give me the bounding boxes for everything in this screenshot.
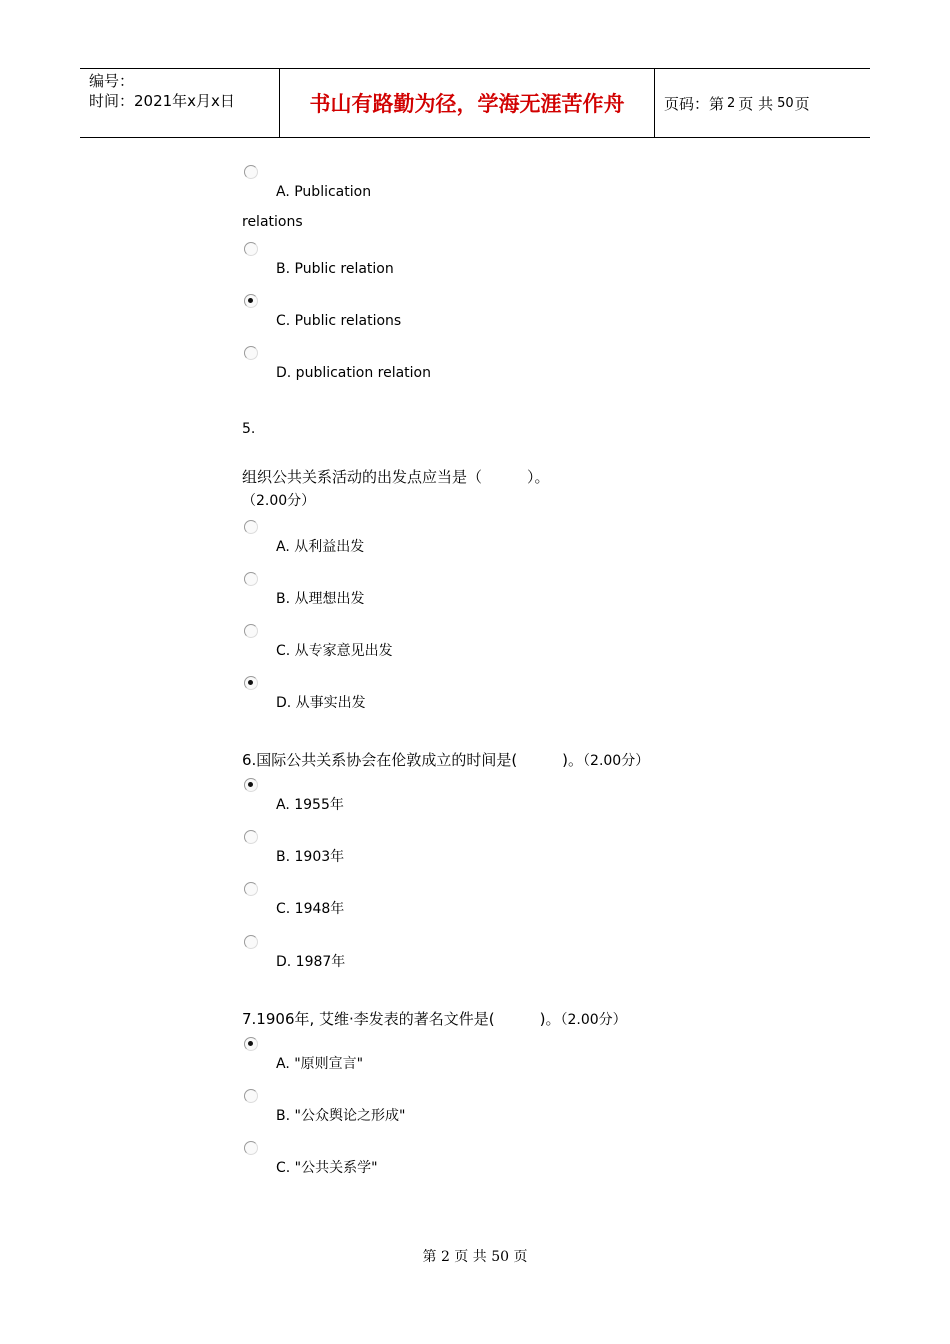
q5-option-d: D. 从事实出发 bbox=[276, 695, 366, 711]
q6-radio-b[interactable] bbox=[244, 830, 258, 844]
q5-option-a: A. 从利益出发 bbox=[276, 539, 365, 555]
q4-radio-d[interactable] bbox=[244, 346, 258, 360]
q6-option-a: A. 1955年 bbox=[276, 797, 344, 813]
q4-option-b: B. Public relation bbox=[276, 261, 394, 277]
page-label: 页码：第 bbox=[664, 94, 725, 113]
q6-score: （2.00分） bbox=[583, 753, 650, 769]
q6-question: 6.国际公共关系协会在伦敦成立的时间是( )。 bbox=[242, 751, 584, 769]
q6-option-c: C. 1948年 bbox=[276, 901, 345, 917]
page-total: 50 bbox=[777, 95, 794, 111]
q5-score: （2.00分） bbox=[242, 493, 316, 509]
header-motto: 书山有路勤为径，学海无涯苦作舟 bbox=[280, 69, 655, 137]
q7-radio-a[interactable] bbox=[244, 1037, 258, 1051]
q6-radio-d[interactable] bbox=[244, 935, 258, 949]
q6-option-b: B. 1903年 bbox=[276, 849, 345, 865]
q7-option-a: A. "原则宣言" bbox=[276, 1056, 364, 1072]
page-end: 页 bbox=[794, 94, 810, 113]
header-page-info bbox=[655, 69, 870, 137]
time-label: 时间：2021年x月x日 bbox=[89, 92, 235, 110]
q6-text bbox=[242, 750, 649, 771]
q5-radio-c[interactable] bbox=[244, 624, 258, 638]
header-meta bbox=[80, 69, 280, 137]
q4-option-a: A. Publication bbox=[276, 184, 372, 200]
q5-radio-b[interactable] bbox=[244, 572, 258, 586]
q4-radio-b[interactable] bbox=[244, 242, 258, 256]
q5-radio-a[interactable] bbox=[244, 520, 258, 534]
q5-radio-d[interactable] bbox=[244, 676, 258, 690]
q7-score: （2.00分） bbox=[560, 1012, 627, 1028]
q5-text: 组织公共关系活动的出发点应当是（ ）。 bbox=[242, 468, 550, 486]
q6-radio-a[interactable] bbox=[244, 778, 258, 792]
q4-option-d: D. publication relation bbox=[276, 365, 431, 381]
page-footer: 第 2 页 共 50 页 bbox=[422, 1249, 528, 1265]
page-mid: 页 共 bbox=[738, 94, 774, 113]
q7-text bbox=[242, 1009, 627, 1030]
q4-option-c: C. Public relations bbox=[276, 313, 402, 329]
q5-option-b: B. 从理想出发 bbox=[276, 591, 365, 607]
q7-radio-c[interactable] bbox=[244, 1141, 258, 1155]
code-label: 编号： bbox=[89, 72, 135, 90]
q6-radio-c[interactable] bbox=[244, 882, 258, 896]
q4-option-a-wrap: relations bbox=[242, 214, 303, 230]
q7-radio-b[interactable] bbox=[244, 1089, 258, 1103]
page-number: 2 bbox=[727, 95, 736, 111]
q7-option-c: C. "公共关系学" bbox=[276, 1160, 378, 1176]
q7-question: 7.1906年, 艾维·李发表的著名文件是( )。 bbox=[242, 1010, 561, 1028]
q7-option-b: B. "公众舆论之形成" bbox=[276, 1108, 406, 1124]
q6-option-d: D. 1987年 bbox=[276, 954, 346, 970]
q4-radio-c[interactable] bbox=[244, 294, 258, 308]
q5-option-c: C. 从专家意见出发 bbox=[276, 643, 393, 659]
q5-number: 5. bbox=[242, 421, 256, 437]
page-header bbox=[80, 68, 870, 138]
q4-radio-a[interactable] bbox=[244, 165, 258, 179]
